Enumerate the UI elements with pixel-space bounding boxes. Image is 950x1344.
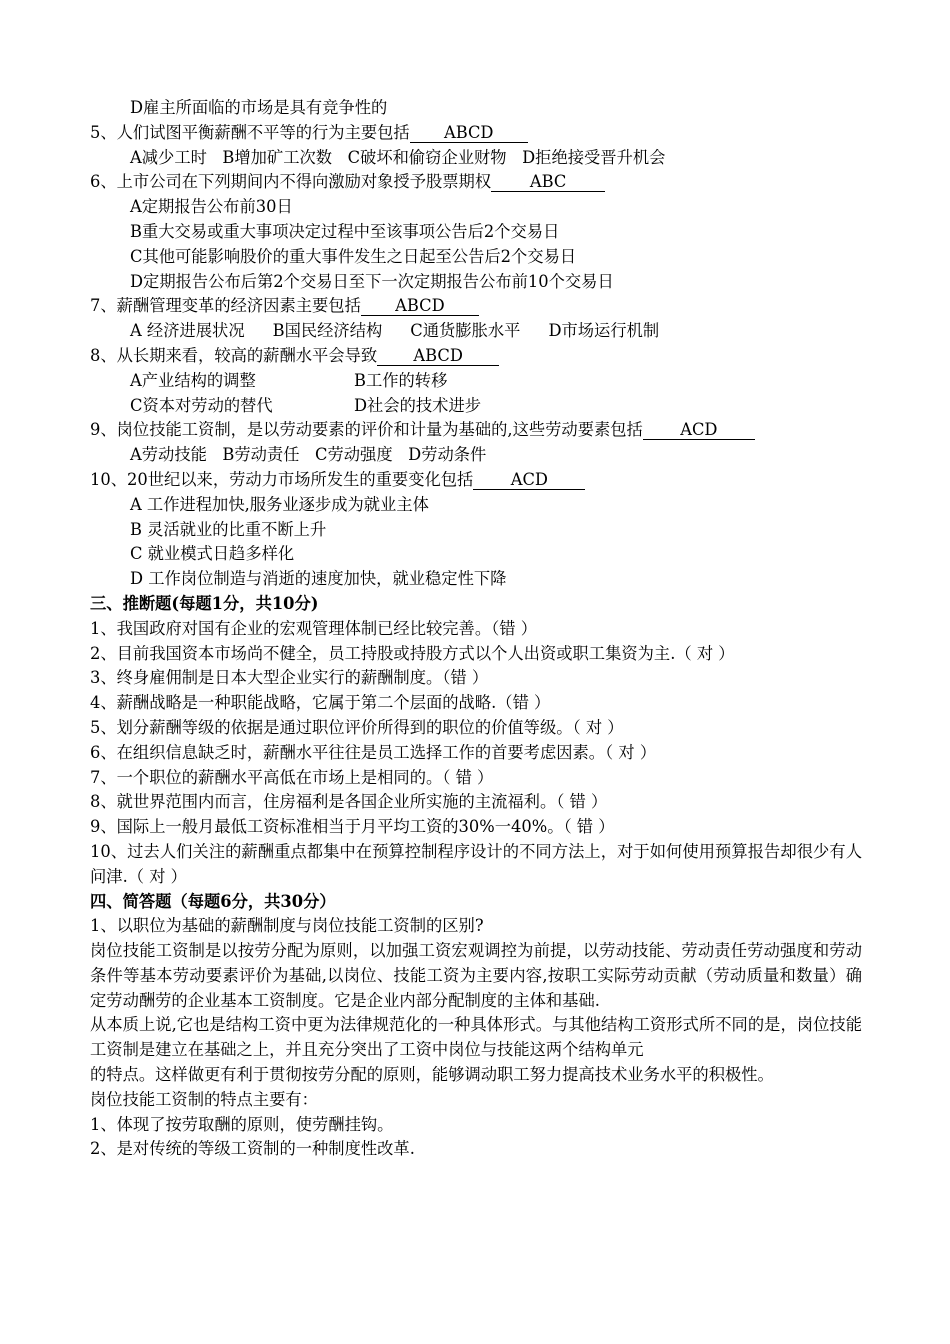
question-7-option-a: A 经济进展状况 — [130, 321, 245, 341]
tf-item: 5、划分薪酬等级的依据是通过职位评价所得到的职位的价值等级。（ 对 ） — [90, 717, 624, 737]
question-6-answer: ABC — [491, 173, 605, 192]
question-5 — [90, 121, 862, 146]
tf-item: 1、我国政府对国有企业的宏观管理体制已经比较完善。（错 ） — [90, 618, 537, 638]
question-10-option-c: C 就业模式日趋多样化 — [130, 544, 295, 564]
question-6-option-b: B重大交易或重大事项决定过程中至该事项公告后2个交易日 — [130, 221, 560, 241]
question-7-option-b: B国民经济结构 — [272, 321, 383, 341]
question-6-option-c: C其他可能影响股价的重大事件发生之日起至公告后2个交易日 — [130, 246, 577, 266]
question-7-option-d: D市场运行机制 — [548, 321, 660, 341]
question-7 — [90, 294, 862, 319]
feature-item-2: 2、是对传统的等级工资制的一种制度性改革. — [90, 1139, 415, 1159]
question-8-options-cd — [90, 394, 862, 419]
question-10-option-a: A 工作进程加快,服务业逐步成为就业主体 — [130, 494, 429, 514]
question-9-answer: ACD — [643, 421, 755, 440]
question-8-option-b: B工作的转移 — [354, 370, 448, 390]
document-page — [90, 96, 862, 1162]
question-10-stem: 10、20世纪以来，劳动力市场所发生的重要变化包括 — [90, 469, 474, 489]
question-10-option-d: D 工作岗位制造与消逝的速度加快，就业稳定性下降 — [130, 569, 507, 589]
question-7-stem: 7、薪酬管理变革的经济因素主要包括 — [90, 296, 361, 316]
question-8-answer: ABCD — [377, 347, 499, 366]
question-8-stem: 8、从长期来看，较高的薪酬水平会导致 — [90, 345, 378, 365]
question-10-option-b: B 灵活就业的比重不断上升 — [130, 519, 327, 539]
tf-item-10: 10、过去人们关注的薪酬重点都集中在预算控制程序设计的不同方法上，对于如何使用预算报告却很少有人问津.（ 对 ） — [90, 841, 862, 886]
question-10-answer: ACD — [473, 471, 585, 490]
question-8 — [90, 344, 862, 369]
tf-item: 9、国际上一般月最低工资标准相当于月平均工资的30%一40%。（ 错 ） — [90, 817, 615, 837]
question-6-option-a: A定期报告公布前30日 — [130, 197, 293, 217]
question-9-options: A劳动技能 B劳动责任 C劳动强度 D劳动条件 — [130, 445, 487, 465]
question-8-option-d: D社会的技术进步 — [354, 395, 482, 415]
tf-item: 7、一个职位的薪酬水平高低在市场上是相同的。（ 错 ） — [90, 767, 494, 787]
section-3-heading: 三、推断题(每题1分，共10分) — [90, 593, 319, 613]
question-6-option-d: D定期报告公布后第2个交易日至下一次定期报告公布前10个交易日 — [130, 271, 614, 291]
question-7-options — [90, 319, 862, 344]
tf-item: 2、目前我国资本市场尚不健全，员工持股或持股方式以个人出资或职工集资为主.（ 对 ） — [90, 643, 735, 663]
short-answer-question-1: 1、以职位为基础的薪酬制度与岗位技能工资制的区别? — [90, 916, 484, 936]
question-5-answer: ABCD — [410, 124, 528, 143]
tf-item: 8、就世界范围内而言，住房福利是各国企业所实施的主流福利。（ 错 ） — [90, 792, 608, 812]
question-6-stem: 6、上市公司在下列期间内不得向激励对象授予股票期权 — [90, 172, 492, 192]
answer-paragraph-1: 岗位技能工资制是以按劳分配为原则，以加强工资宏观调控为前提，以劳动技能、劳动责任劳动强度和劳动条件等基本劳动要素评价为基础,以岗位、技能工资为主要内容,按职工实际劳动贡献（劳动质量和数量）确定劳动酬劳的企业基本工资制度。它是企业内部分配制度的主体和基础. — [90, 941, 862, 1010]
section-4-heading: 四、简答题（每题6分，共30分） — [90, 891, 336, 911]
answer-paragraph-2: 从本质上说,它也是结构工资中更为法律规范化的一种具体形式。与其他结构工资形式所不同的是，岗位技能工资制是建立在基础之上，并且充分突出了工资中岗位与技能这两个结构单元 — [90, 1015, 862, 1060]
features-intro: 岗位技能工资制的特点主要有： — [90, 1089, 318, 1109]
answer-paragraph-3: 的特点。这样做更有利于贯彻按劳分配的原则，能够调动职工努力提高技术业务水平的积极性。 — [90, 1065, 774, 1085]
question-10 — [90, 468, 862, 493]
question-8-option-c: C资本对劳动的替代 — [130, 395, 273, 415]
question-9-stem: 9、岗位技能工资制，是以劳动要素的评价和计量为基础的,这些劳动要素包括 — [90, 420, 643, 440]
question-8-options-ab — [90, 369, 862, 394]
tf-item: 4、薪酬战略是一种职能战略，它属于第二个层面的战略.（错 ） — [90, 693, 551, 713]
tf-item: 3、终身雇佣制是日本大型企业实行的薪酬制度。（错 ） — [90, 668, 489, 688]
feature-item-1: 1、体现了按劳取酬的原则，使劳酬挂钩。 — [90, 1114, 394, 1134]
question-7-answer: ABCD — [361, 297, 479, 316]
question-8-option-a: A产业结构的调整 — [130, 370, 256, 390]
tf-item: 6、在组织信息缺乏时，薪酬水平往往是员工选择工作的首要考虑因素。（ 对 ） — [90, 742, 657, 762]
question-6 — [90, 170, 862, 195]
question-9 — [90, 418, 862, 443]
question-7-option-c: C通货膨胀水平 — [410, 321, 521, 341]
q4-option-d: D雇主所面临的市场是具有竞争性的 — [130, 98, 388, 117]
question-5-stem: 5、人们试图平衡薪酬不平等的行为主要包括 — [90, 122, 410, 142]
question-5-options: A减少工时 B增加矿工次数 C破坏和偷窃企业财物 D拒绝接受晋升机会 — [130, 147, 666, 167]
